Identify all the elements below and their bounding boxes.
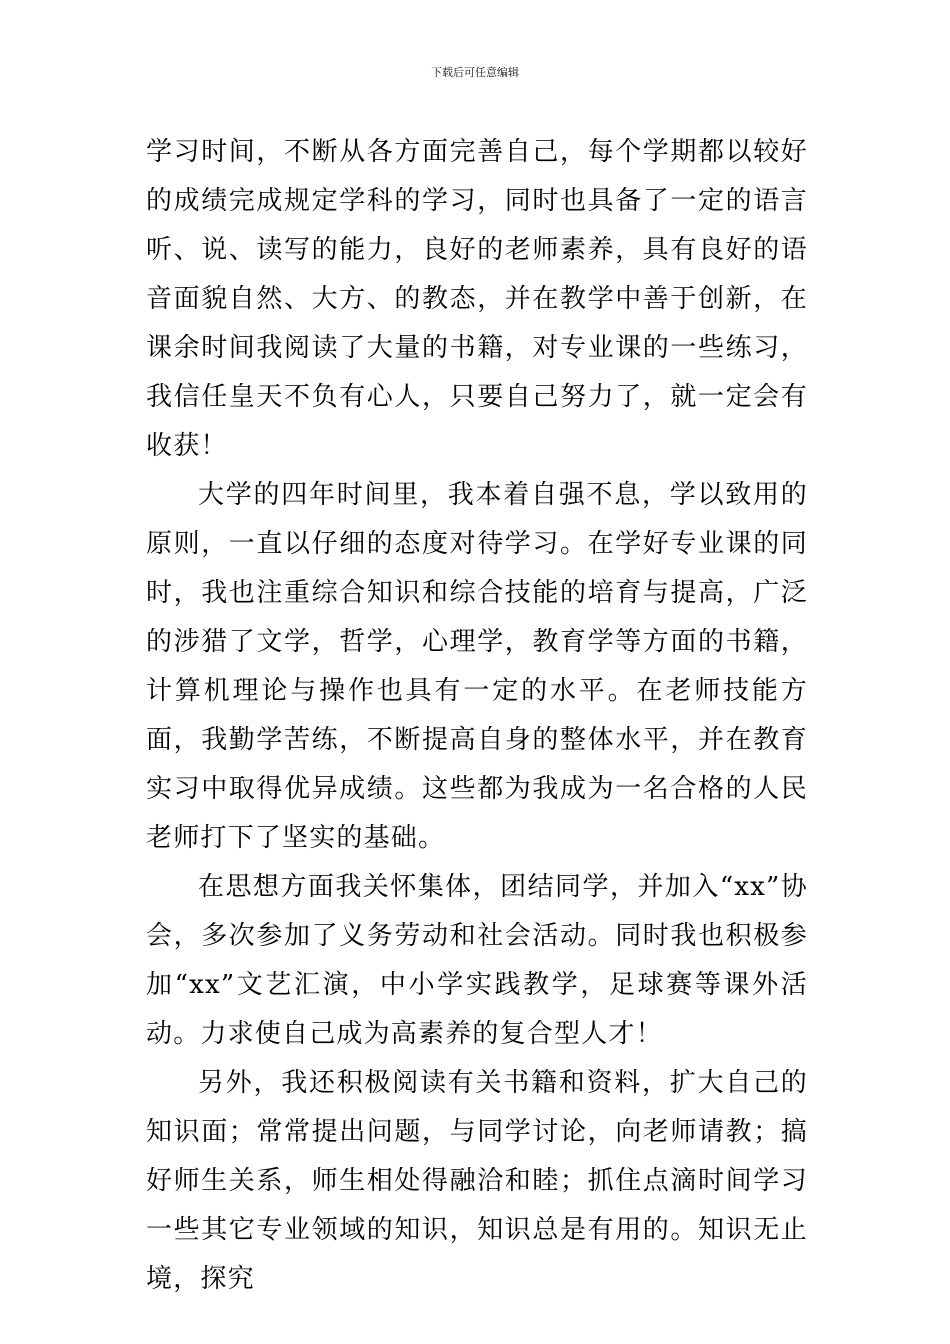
document-body bbox=[146, 128, 808, 1304]
paragraph-1: 学习时间，不断从各方面完善自己，每个学期都以较好的成绩完成规定学科的学习，同时也具备了一定的语言听、说、读写的能力，良好的老师素养，具有良好的语音面貌自然、大方、的教态，并在教学中善于创新，在课余时间我阅读了大量的书籍，对专业课的一些练习，我信任皇天不负有心人，只要自己努力了，就一定会有收获！ bbox=[146, 137, 808, 461]
page-header: 下载后可任意编辑 bbox=[431, 66, 519, 79]
paragraph-4: 另外，我还积极阅读有关书籍和资料，扩大自己的知识面；常常提出问题，与同学讨论，向老师请教；搞好师生关系，师生相处得融洽和睦；抓住点滴时间学习一些其它专业领域的知识，知识总是有用的。知识无止境，探究 bbox=[146, 1068, 808, 1294]
paragraph-2: 大学的四年时间里，我本着自强不息，学以致用的原则，一直以仔细的态度对待学习。在学好专业课的同时，我也注重综合知识和综合技能的培育与提高，广泛的涉猎了文学，哲学，心理学，教育学等方面的书籍，计算机理论与操作也具有一定的水平。在老师技能方面，我勤学苦练，不断提高自身的整体水平，并在教育实习中取得优异成绩。这些都为我成为一名合格的人民老师打下了坚实的基础。 bbox=[146, 480, 808, 853]
paragraph-3: 在思想方面我关怀集体，团结同学，并加入“xx”协会，多次参加了义务劳动和社会活动。同时我也积极参加“xx”文艺汇演，中小学实践教学，足球赛等课外活动。力求使自己成为高素养的复合型人才！ bbox=[146, 872, 808, 1049]
